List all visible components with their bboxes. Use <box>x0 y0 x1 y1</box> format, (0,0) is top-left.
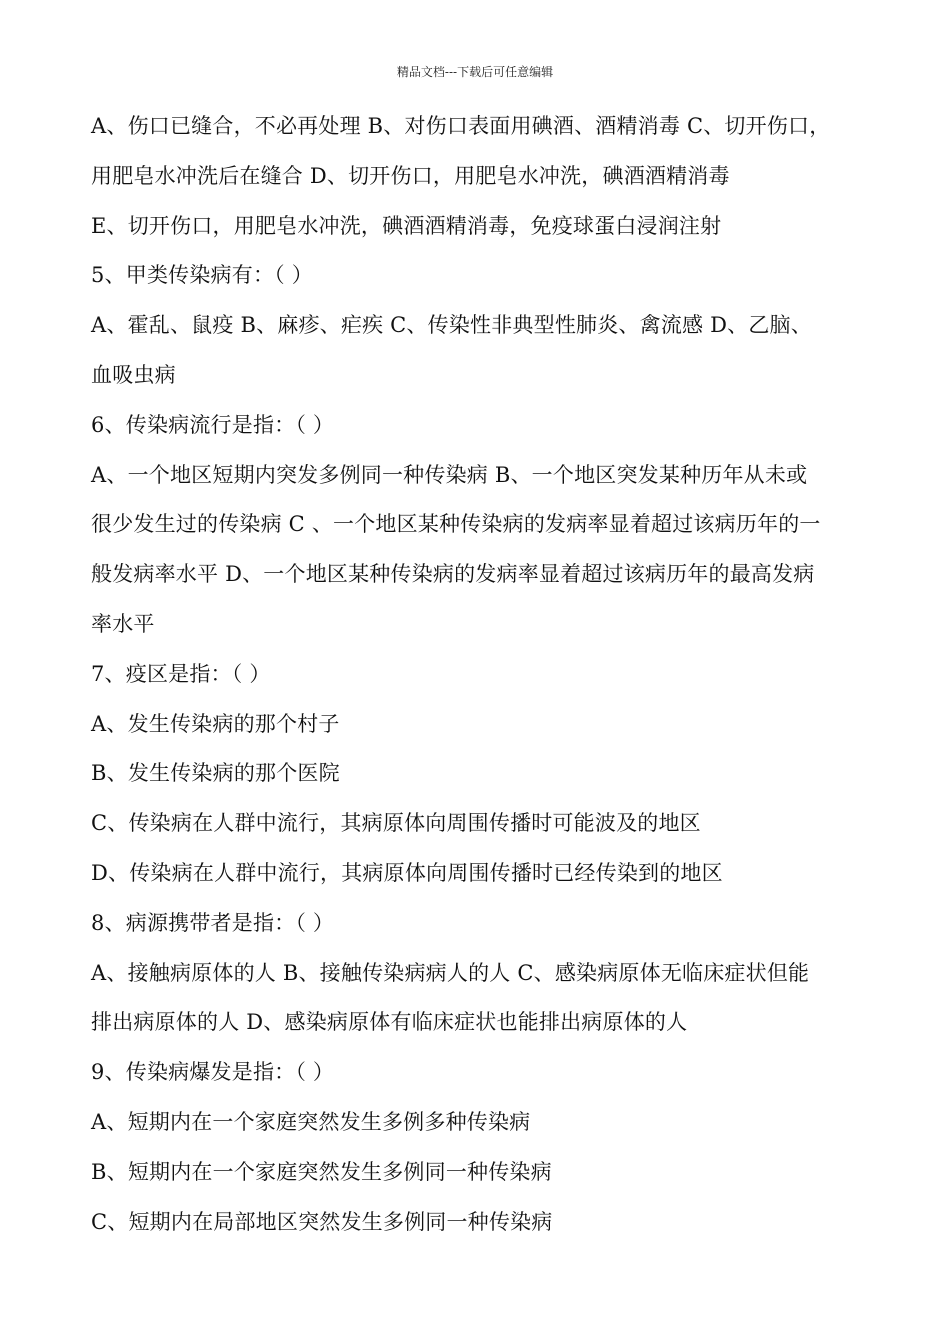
question-6: 6、传染病流行是指：（ ） <box>91 412 335 437</box>
question-7: 7、疫区是指：（ ） <box>91 661 271 686</box>
option-line: A、接触病原体的人 B、接触传染病病人的人 C、感染病原体无临床症状但能 <box>91 960 810 985</box>
option-line: C、传染病在人群中流行，其病原体向周围传播时可能波及的地区 <box>91 811 701 836</box>
question-5: 5、甲类传染病有：（ ） <box>91 263 313 288</box>
option-line: D、传染病在人群中流行，其病原体向周围传播时已经传染到的地区 <box>91 860 723 885</box>
option-line: A、霍乱、鼠疫 B、麻疹、疟疾 C、传染性非典型性肺炎、禽流感 D、乙脑、 <box>91 313 812 338</box>
option-line: 排出病原体的人 D、感染病原体有临床症状也能排出病原体的人 <box>91 1010 688 1035</box>
question-9: 9、传染病爆发是指：（ ） <box>91 1060 335 1085</box>
option-line: B、发生传染病的那个医院 <box>91 761 340 786</box>
option-line: C、短期内在局部地区突然发生多例同一种传染病 <box>91 1209 553 1234</box>
option-line: A、短期内在一个家庭突然发生多例多种传染病 <box>91 1109 531 1134</box>
page-header: 精品文档---下载后可任意编辑 <box>396 65 554 79</box>
option-line: 很少发生过的传染病 C 、一个地区某种传染病的发病率显着超过该病历年的一 <box>91 512 821 537</box>
document-body <box>91 102 881 1247</box>
option-line: B、短期内在一个家庭突然发生多例同一种传染病 <box>91 1159 552 1184</box>
question-8: 8、病源携带者是指：（ ） <box>91 910 335 935</box>
option-line: 血吸虫病 <box>91 362 176 387</box>
option-line: E、切开伤口，用肥皂水冲洗，碘酒酒精消毒，免疫球蛋白浸润注射 <box>91 213 722 238</box>
option-line: A、一个地区短期内突发多例同一种传染病 B、一个地区突发某种历年从未或 <box>91 462 808 487</box>
option-line: A、发生传染病的那个村子 <box>91 711 340 736</box>
option-line: 率水平 <box>91 611 155 636</box>
option-line: A、伤口已缝合，不必再处理 B、对伤口表面用碘酒、酒精消毒 C、切开伤口， <box>91 114 831 138</box>
option-line: 用肥皂水冲洗后在缝合 D、切开伤口，用肥皂水冲洗，碘酒酒精消毒 <box>91 163 730 188</box>
option-line: 般发病率水平 D、一个地区某种传染病的发病率显着超过该病历年的最高发病 <box>91 562 815 587</box>
